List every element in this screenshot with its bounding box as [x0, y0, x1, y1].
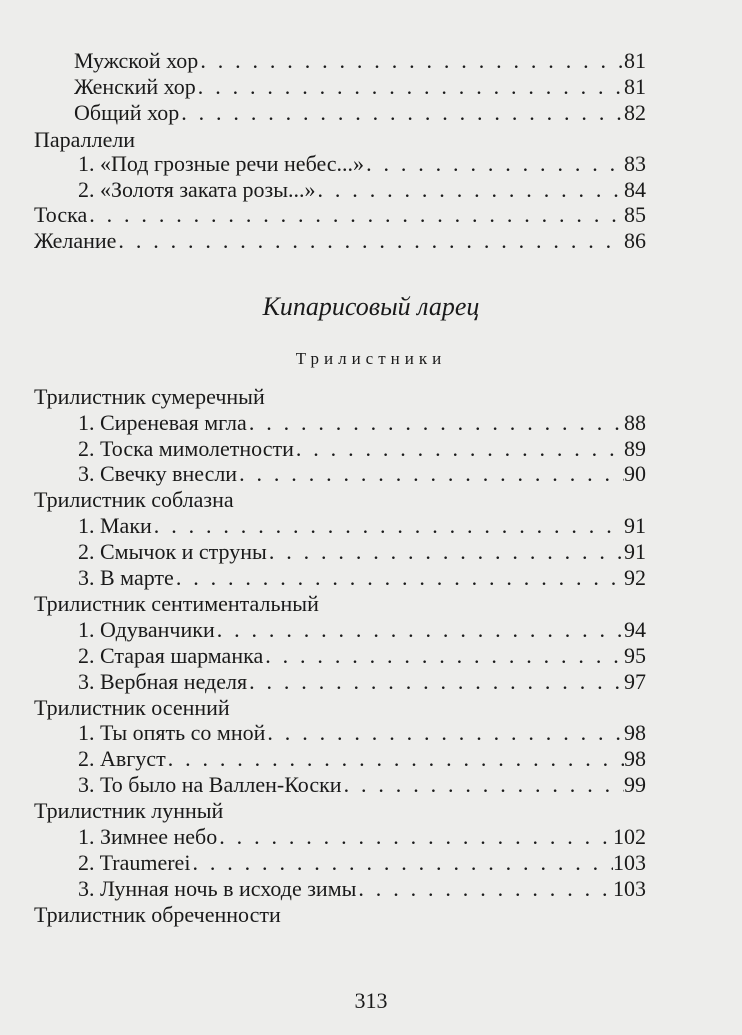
- toc-entry-title: 2. «Золотя заката розы...»: [78, 177, 316, 202]
- toc-entry: [78, 513, 646, 539]
- toc-group-heading: [34, 902, 646, 928]
- toc-entry-title: 3. То было на Валлен-Коски: [78, 772, 342, 797]
- dot-leader: [356, 876, 613, 902]
- toc-entry-title: Тоска: [34, 202, 88, 227]
- toc-entry: [74, 48, 646, 74]
- dot-leader: [116, 228, 624, 254]
- toc-entry-title: Параллели: [34, 127, 136, 152]
- toc-entry-title: 1. «Под грозные речи небес...»: [78, 151, 365, 176]
- toc-entry-title: 1. Ты опять со мной: [78, 720, 266, 745]
- toc-entry: [78, 746, 646, 772]
- page-number: 313: [354, 988, 388, 1013]
- toc-entry-title: Желание: [34, 228, 117, 253]
- toc-entry-title: Трилистник сумеречный: [34, 384, 265, 409]
- toc-entry-page: 103: [613, 850, 646, 875]
- toc-entry-title: 3. В марте: [78, 565, 174, 590]
- toc-entry-title: Общий хор: [74, 100, 180, 125]
- toc-entry: [78, 617, 646, 643]
- dot-leader: [87, 202, 624, 228]
- toc-group-heading: [34, 487, 646, 513]
- toc-entry-page: 88: [624, 410, 646, 435]
- toc-entry-page: 95: [624, 643, 646, 668]
- toc-entry-page: 99: [624, 772, 646, 797]
- toc-group-heading: [34, 695, 646, 721]
- toc-entry-title: 2. Старая шарманка: [78, 643, 264, 668]
- dot-leader: [152, 513, 624, 539]
- dot-leader: [267, 539, 624, 565]
- toc-entry-title: 2. Смычок и струны: [78, 539, 267, 564]
- toc-entry: [74, 74, 646, 100]
- toc-entry-title: Трилистник соблазна: [34, 487, 234, 512]
- toc-entry-page: 82: [624, 100, 646, 125]
- toc-entry: [34, 202, 646, 228]
- dot-leader: [265, 720, 624, 746]
- toc-entry-title: Мужской хор: [74, 48, 199, 73]
- toc-entry-title: 2. Traumerei: [78, 850, 191, 875]
- dot-leader: [174, 565, 624, 591]
- dot-leader: [190, 850, 613, 876]
- toc-entry: [34, 228, 646, 254]
- toc-entry-page: 94: [624, 617, 646, 642]
- toc-entry-page: 81: [624, 48, 646, 73]
- toc-entry-title: Трилистник сентиментальный: [34, 591, 319, 616]
- toc-entry-page: 98: [624, 746, 646, 771]
- toc-entry: [78, 539, 646, 565]
- toc-entry-title: 1. Сиреневая мгла: [78, 410, 247, 435]
- toc-entry: [78, 772, 646, 798]
- dot-leader: [217, 824, 613, 850]
- toc-entry-title: 3. Вербная неделя: [78, 669, 248, 694]
- dot-leader: [247, 669, 624, 695]
- dot-leader: [166, 746, 624, 772]
- dot-leader: [263, 643, 624, 669]
- toc-entry-page: 98: [624, 720, 646, 745]
- dot-leader: [198, 48, 624, 74]
- toc-entry: [74, 100, 646, 126]
- dot-leader: [294, 436, 624, 462]
- toc-entry-page: 81: [624, 74, 646, 99]
- toc-entry-page: 84: [624, 177, 646, 202]
- toc-entry-page: 85: [624, 202, 646, 227]
- toc-entry-title: 1. Одуванчики: [78, 617, 215, 642]
- dot-leader: [342, 772, 624, 798]
- toc-entry-title: 2. Август: [78, 746, 166, 771]
- toc-entry: [78, 824, 646, 850]
- dot-leader: [196, 74, 624, 100]
- toc-entry: [78, 720, 646, 746]
- toc-entry-title: 3. Свечку внесли: [78, 461, 238, 486]
- toc-group-heading: [34, 127, 646, 153]
- subsection-title: Трилистники: [295, 349, 447, 368]
- toc-entry: [78, 436, 646, 462]
- toc-entry-page: 91: [624, 539, 646, 564]
- toc-entry-page: 92: [624, 565, 646, 590]
- toc-entry: [78, 177, 646, 203]
- toc-entry-title: 1. Маки: [78, 513, 152, 538]
- dot-leader: [316, 177, 625, 203]
- section-title: Кипарисовый ларец: [262, 292, 480, 321]
- toc-entry-title: 1. Зимнее небо: [78, 824, 218, 849]
- toc-entry-title: 3. Лунная ночь в исходе зимы: [78, 876, 357, 901]
- dot-leader: [364, 151, 624, 177]
- toc-group-heading: [34, 798, 646, 824]
- dot-leader: [215, 617, 624, 643]
- toc-entry-page: 83: [624, 151, 646, 176]
- toc-group-heading: [34, 384, 646, 410]
- dot-leader: [237, 461, 624, 487]
- toc-entry-title: Трилистник обреченности: [34, 902, 281, 927]
- toc-entry-page: 90: [624, 461, 646, 486]
- dot-leader: [247, 410, 624, 436]
- toc-group-heading: [34, 591, 646, 617]
- toc-entry: [78, 461, 646, 487]
- toc-entry-page: 91: [624, 513, 646, 538]
- toc-entry: [78, 565, 646, 591]
- toc-entry-title: Трилистник лунный: [34, 798, 224, 823]
- toc-entry-title: 2. Тоска мимолетности: [78, 436, 294, 461]
- dot-leader: [179, 100, 624, 126]
- toc-entry: [78, 410, 646, 436]
- toc-entry-page: 103: [613, 876, 646, 901]
- toc-entry-title: Трилистник осенний: [34, 695, 230, 720]
- toc-entry-page: 97: [624, 669, 646, 694]
- toc-entry: [78, 669, 646, 695]
- toc-entry: [78, 151, 646, 177]
- toc-entry-page: 102: [613, 824, 646, 849]
- toc-entry: [78, 643, 646, 669]
- toc-entry: [78, 876, 646, 902]
- toc-entry-page: 86: [624, 228, 646, 253]
- toc-entry: [78, 850, 646, 876]
- toc-entry-page: 89: [624, 436, 646, 461]
- toc-entry-title: Женский хор: [74, 74, 196, 99]
